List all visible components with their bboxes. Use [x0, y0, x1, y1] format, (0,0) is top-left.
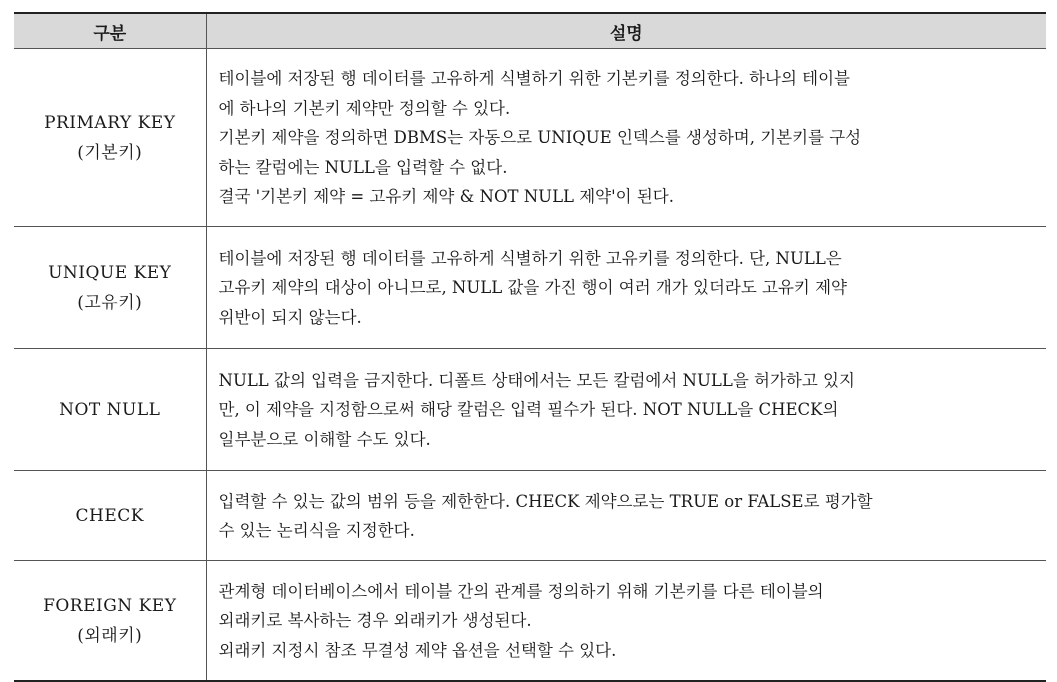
description-line: 일부분으로 이해할 수도 있다.	[218, 429, 431, 449]
description-line: 결국 '기본키 제약 = 고유키 제약 & NOT NULL 제약'이 된다.	[218, 187, 674, 207]
description-line: 만, 이 제약을 지정함으로써 해당 칼럼은 입력 필수가 된다. NOT NULL을 CHECK의	[218, 400, 839, 420]
term-subtitle: (기본키)	[77, 142, 143, 163]
description-line: NULL 값의 입력을 금지한다. 디폴트 상태에서는 모든 칼럼에서 NULL을 허가하고 있지	[218, 370, 855, 390]
row-term-cell	[14, 349, 206, 471]
table-row	[14, 561, 1046, 682]
description-line: 외래키로 복사하는 경우 외래키가 생성된다.	[218, 611, 532, 631]
row-description-cell	[206, 49, 1046, 227]
description-line: 외래키 지정시 참조 무결성 제약 옵션을 선택할 수 있다.	[218, 640, 617, 660]
row-description-cell	[206, 227, 1046, 349]
term-name: PRIMARY KEY	[44, 112, 176, 133]
term-name: NOT NULL	[59, 399, 161, 420]
term-name: CHECK	[75, 505, 144, 526]
description-line: 테이블에 저장된 행 데이터를 고유하게 식별하기 위한 고유키를 정의한다. 단, NULL은	[218, 248, 842, 268]
constraints-table	[14, 12, 1046, 682]
row-description-cell	[206, 471, 1046, 561]
description-line: 기본키 제약을 정의하면 DBMS는 자동으로 UNIQUE 인덱스를 생성하며, 기본키를 구성	[218, 128, 862, 148]
table-row	[14, 227, 1046, 349]
table-row	[14, 49, 1046, 227]
table-row	[14, 471, 1046, 561]
row-term-cell	[14, 49, 206, 227]
header-row	[14, 13, 1046, 49]
term-subtitle: (고유키)	[77, 292, 143, 313]
description-line: 수 있는 논리식을 지정한다.	[218, 521, 415, 540]
term-name: UNIQUE KEY	[48, 262, 172, 283]
row-term-cell	[14, 227, 206, 349]
description-line: 위반이 되지 않는다.	[218, 307, 362, 327]
description-line: 고유키 제약의 대상이 아니므로, NULL 값을 가진 행이 여러 개가 있더라도 고유키 제약	[218, 278, 847, 298]
row-term-cell	[14, 471, 206, 561]
term-subtitle: (외래키)	[77, 625, 143, 646]
description-line: 입력할 수 있는 값의 범위 등을 제한한다. CHECK 제약으로는 TRUE or FALSE로 평가할	[218, 491, 873, 511]
table-row	[14, 349, 1046, 471]
term-name: FOREIGN KEY	[43, 595, 177, 616]
header-description: 설명	[206, 13, 1046, 49]
row-term-cell	[14, 561, 206, 682]
header-category: 구분	[14, 13, 206, 49]
description-line: 관계형 데이터베이스에서 테이블 간의 관계를 정의하기 위해 기본키를 다른 테이블의	[218, 581, 824, 601]
row-description-cell	[206, 561, 1046, 682]
row-description-cell	[206, 349, 1046, 471]
description-line: 하는 칼럼에는 NULL을 입력할 수 없다.	[218, 157, 508, 177]
description-line: 테이블에 저장된 행 데이터를 고유하게 식별하기 위한 기본키를 정의한다. 하나의 테이블	[218, 69, 850, 89]
description-line: 에 하나의 기본키 제약만 정의할 수 있다.	[218, 98, 511, 118]
